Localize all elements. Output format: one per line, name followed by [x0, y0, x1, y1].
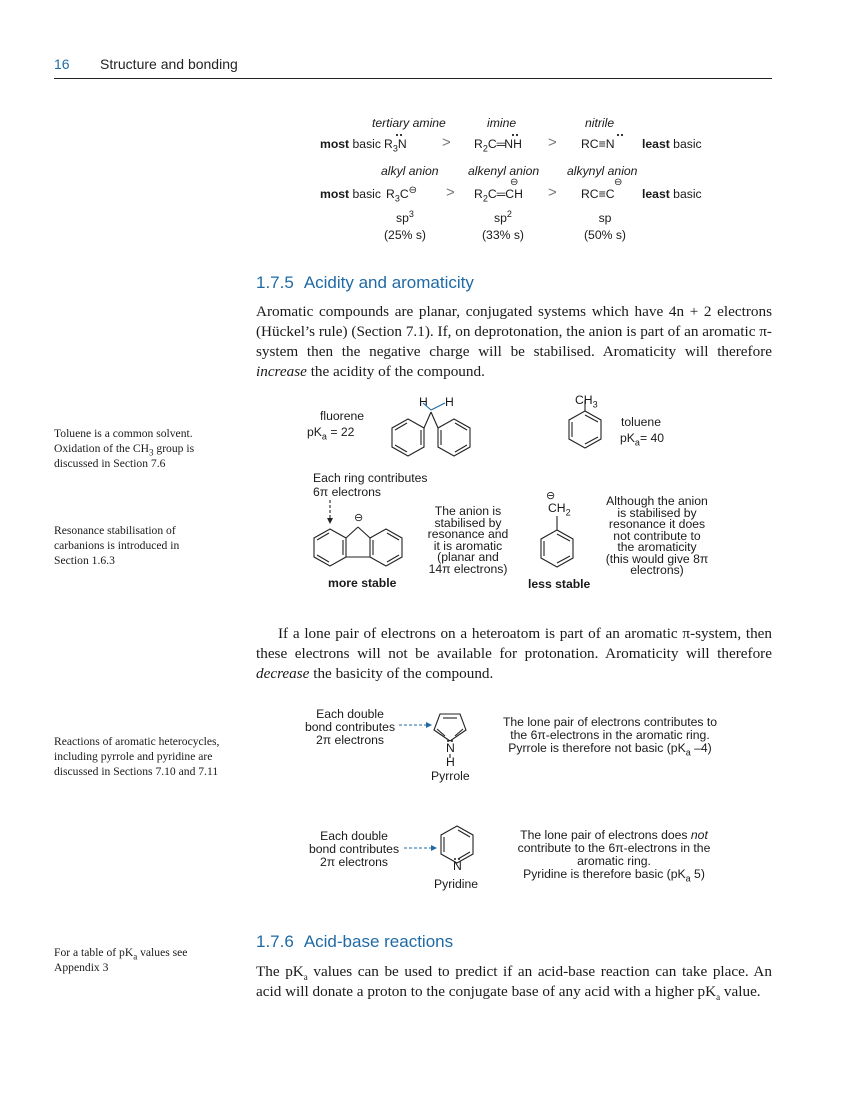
para-text-end: the basicity of the compound. — [309, 665, 494, 682]
benzyl-anion-structure — [541, 516, 573, 567]
pyrrole-each-double-note — [300, 708, 400, 747]
note-line: bond contributes — [304, 720, 396, 734]
note-line: Each double — [320, 829, 388, 843]
minus-charge: ⊖ — [408, 184, 418, 196]
s-character-33: (33% s) — [482, 228, 524, 242]
fluorenyl-charge: ⊖ — [354, 512, 364, 524]
greater-than-3: > — [446, 184, 455, 201]
double-bond-glyph: ═ — [496, 137, 505, 151]
emphasis-not: not — [690, 828, 708, 842]
each-ring-label: Each ring contributes — [313, 471, 428, 485]
f-r: R — [474, 137, 483, 151]
pyridine-structure — [404, 826, 473, 863]
pyridine-note — [500, 828, 728, 884]
note-line: The anion is — [434, 504, 502, 518]
note-text: The lone pair of electrons does — [520, 828, 691, 842]
note-line: is stabilised by — [617, 505, 697, 520]
note-line: Although the anion — [606, 494, 708, 508]
note-line: 14π electrons) — [428, 561, 508, 576]
note-line: it is aromatic — [433, 538, 503, 553]
most-word: most — [320, 137, 350, 151]
f-r: R — [386, 187, 395, 201]
s-character-50: (50% s) — [584, 228, 626, 242]
six-pi-label: 6π electrons — [313, 485, 382, 499]
fluorenyl-anion-structure — [314, 527, 402, 566]
note-line: aromatic ring. — [577, 854, 651, 868]
emphasis-increase: increase — [256, 363, 307, 380]
pyrrole-note — [490, 715, 730, 758]
note-line: The lone pair of electrons contributes to — [502, 715, 718, 729]
note-line: (planar and — [437, 550, 499, 564]
toluene-pka — [620, 431, 664, 448]
toluene-ch3 — [575, 393, 598, 410]
most-word: most — [320, 187, 350, 201]
sidenote-text: group is — [153, 442, 195, 455]
least-word: least — [642, 187, 670, 201]
f-n: N — [605, 137, 615, 151]
anion-note — [416, 506, 520, 575]
fluorene-structure — [392, 403, 470, 456]
least-word: least — [642, 137, 670, 151]
ch: CH — [575, 393, 593, 407]
f-sub: 3 — [394, 193, 400, 204]
sidenote-line: Resonance stabilisation of — [54, 524, 176, 537]
fluorene-label: fluorene — [320, 409, 365, 423]
sp: sp — [494, 211, 507, 225]
sidenote-line: including pyrrole and pyridine are — [54, 750, 213, 763]
benzyl-charge: ⊖ — [546, 490, 556, 502]
sidenote-pka-table — [54, 945, 244, 975]
sub-a: a — [634, 437, 640, 448]
alkenyl-charge: ⊖ — [510, 177, 519, 188]
note-line: the 6π-electrons in the aromatic ring. — [510, 728, 710, 742]
f-sub: 2 — [482, 143, 488, 154]
although-note — [600, 496, 714, 577]
pk: pK — [307, 425, 322, 439]
sidenote-line: Toluene is a common solvent. — [54, 427, 193, 440]
sidenote-line — [54, 945, 244, 960]
sidenote-line: carbanions is introduced in — [54, 539, 180, 552]
paragraph-heteroatom-basicity — [256, 624, 772, 684]
section-number: 1.7.5 — [256, 273, 294, 292]
sup: 2 — [506, 208, 512, 219]
greater-than-4: > — [548, 184, 557, 201]
f-nh: NH — [504, 137, 522, 151]
basic-word: basic — [349, 137, 381, 151]
para-text: If a lone pair of electrons on a heteroatom is part of an aromatic π-system, then these electrons will not be available for protonation. Aromaticity will therefore — [256, 625, 772, 662]
sidenote-line: discussed in Sections 7.10 and 7.11 — [54, 765, 219, 778]
sidenote-text: Oxidation of the CH — [54, 442, 149, 455]
sub-a: a — [685, 747, 691, 758]
note-line: 2π electrons — [315, 733, 385, 747]
less-stable-label: less stable — [528, 577, 591, 591]
h-atom-2: H — [445, 395, 454, 409]
sidenote-line: Reactions of aromatic heterocycles, — [54, 735, 220, 748]
pyridine-each-double-note — [304, 830, 404, 869]
f-sub: 2 — [482, 193, 488, 204]
more-stable-label: more stable — [328, 576, 397, 590]
f-r: R — [384, 137, 393, 151]
sp: sp — [396, 211, 409, 225]
ch: CH — [548, 501, 566, 515]
pyrrole-h: H — [446, 755, 455, 769]
hybrid-sp: sp — [598, 211, 612, 225]
pyrrole-n: N — [446, 741, 455, 755]
basic-word: basic — [669, 187, 702, 201]
emphasis-decrease: decrease — [256, 665, 310, 682]
note-line — [490, 741, 730, 758]
label-tertiary-amine: tertiary amine — [372, 116, 446, 130]
note-text: Pyridine is therefore basic (pK — [523, 867, 686, 881]
sub-a: a — [685, 873, 691, 884]
section-title: Acidity and aromaticity — [303, 273, 474, 292]
toluene-label: toluene — [621, 415, 661, 429]
sub-3: 3 — [592, 399, 598, 410]
para-text: values can be used to predict if an acid-base reaction can take place. An acid will donate a proton to the conjugate base of any acid with a higher pK — [256, 963, 772, 1000]
label-alkenyl-anion: alkenyl anion — [468, 164, 540, 178]
sub-a: a — [321, 431, 327, 442]
alkynyl-charge: ⊖ — [614, 177, 623, 188]
label-nitrile: nitrile — [585, 116, 615, 130]
sidenote-resonance — [54, 523, 244, 568]
sidenote-heterocycles — [54, 734, 244, 779]
s-character-25: (25% s) — [384, 228, 426, 242]
note-line: contribute to the 6π-electrons in the — [517, 841, 711, 855]
sidenote-line: Appendix 3 — [54, 961, 109, 974]
greater-than-1: > — [442, 134, 451, 151]
chapter-title: Structure and bonding — [100, 56, 238, 72]
basic-word: basic — [349, 187, 381, 201]
note-line: bond contributes — [308, 842, 400, 856]
para-text-end: value. — [720, 983, 761, 1000]
note-line: Each double — [316, 707, 384, 721]
note-line: stabilised by — [434, 515, 502, 530]
f-c: C — [605, 187, 615, 201]
f-c: C — [487, 187, 497, 201]
f-ch: CH — [505, 187, 523, 201]
para-text-end: the acidity of the compound. — [306, 363, 485, 380]
f-r: R — [474, 187, 483, 201]
note-line: resonance it does — [608, 517, 706, 531]
label-alkynyl-anion: alkynyl anion — [567, 164, 638, 178]
h-atom-1: H — [419, 395, 428, 409]
f-rc: RC — [581, 187, 599, 201]
pka-value: = 40 — [639, 431, 664, 445]
double-bond-glyph: ═ — [496, 187, 506, 201]
triple-bond-glyph: ≡ — [598, 137, 606, 151]
sidenote-text: For a table of pK — [54, 946, 134, 959]
greater-than-2: > — [548, 134, 557, 151]
note-line: not contribute to — [613, 528, 701, 543]
label-imine: imine — [487, 116, 517, 130]
sup: 3 — [408, 208, 414, 219]
note-line: 2π electrons — [319, 855, 389, 869]
triple-bond-glyph: ≡ — [598, 187, 606, 201]
sidenote-line — [54, 441, 244, 456]
sub-2: 2 — [565, 507, 571, 518]
sub-a: a — [133, 951, 138, 962]
sidenote-line: discussed in Section 7.6 — [54, 457, 166, 470]
label-alkyl-anion: alkyl anion — [381, 164, 439, 178]
pyridine-label: Pyridine — [434, 877, 479, 891]
paragraph-acid-base — [256, 962, 772, 1002]
section-number: 1.7.6 — [256, 932, 294, 951]
para-text: Aromatic compounds are planar, conjugated systems which have 4n + 2 electrons (Hückel’s rule) (Section 7.1). If, on deprotonation, the anion is part of an aromatic π-system then the negative charge will be stabilised. Aromaticity will therefore — [256, 303, 772, 360]
section-heading-1-7-6 — [256, 932, 453, 952]
note-line — [500, 867, 728, 884]
note-line: (this would give 8π — [605, 551, 709, 566]
note-line: electrons) — [630, 563, 684, 577]
pyrrole-structure — [399, 714, 466, 758]
para-text: The pK — [256, 963, 304, 980]
note-line: the aromaticity — [617, 540, 697, 554]
note-text: –4) — [690, 741, 712, 755]
page-number: 16 — [54, 56, 70, 72]
f-c: C — [487, 137, 497, 151]
note-text: 5) — [690, 867, 705, 881]
f-rc: RC — [581, 137, 599, 151]
benzyl-ch2 — [548, 501, 571, 518]
sidenote-toluene — [54, 426, 244, 471]
pyridine-n: N — [453, 859, 462, 873]
sub-a: a — [716, 992, 721, 1003]
note-text: Pyrrole is therefore not basic (pK — [508, 741, 686, 755]
sub-3: 3 — [149, 447, 154, 458]
sidenote-text: values see — [137, 946, 188, 959]
pyrrole-label: Pyrrole — [431, 769, 470, 783]
f-c: C — [399, 187, 409, 201]
f-sub: 3 — [392, 143, 398, 154]
basic-word: basic — [669, 137, 702, 151]
f-n: N — [397, 137, 407, 151]
pk: pK — [620, 431, 635, 445]
pka-value: = 22 — [326, 425, 355, 439]
note-line: resonance and — [427, 527, 509, 541]
section-title: Acid-base reactions — [303, 932, 454, 951]
sidenote-line: Section 1.6.3 — [54, 554, 115, 567]
sub-a: a — [303, 972, 308, 983]
